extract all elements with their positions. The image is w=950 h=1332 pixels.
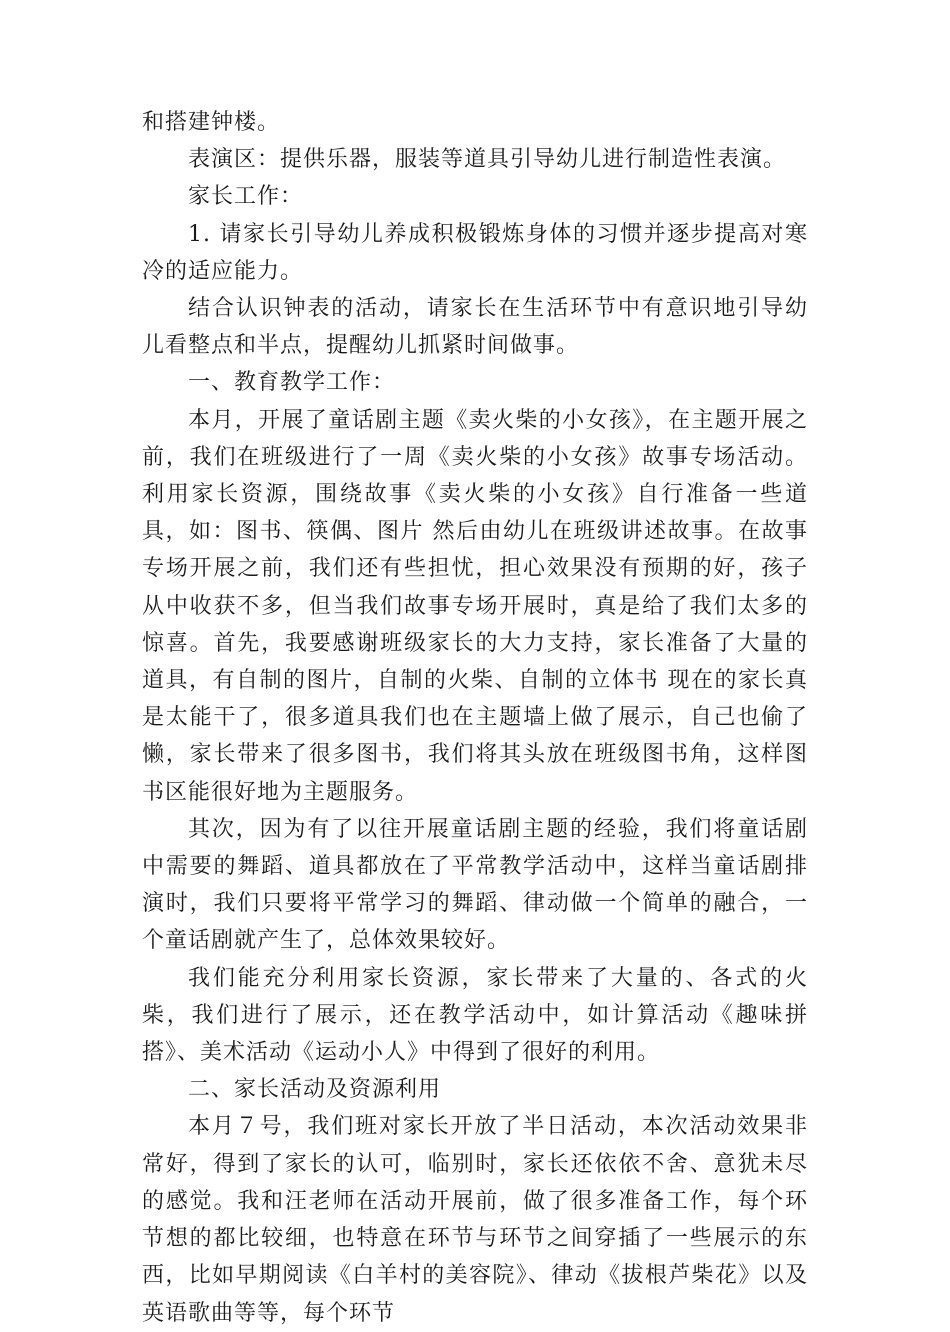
paragraph: 本月７号，我们班对家长开放了半日活动，本次活动效果非常好，得到了家长的认可，临别时，家长还依依不舍、意犹未尽的感觉。我和汪老师在活动开展前，做了很多准备工作，每个环节想的都比较细，也特意在环节与环节之间穿插了一些展示的东西，比如早期阅读《白羊村的美容院》、律动《拔根芦柴花》以及英语歌曲等等，每个环节 [142,1114,808,1326]
paragraph: 本月，开展了童话剧主题《卖火柴的小女孩》，在主题开展之前，我们在班级进行了一周《卖火柴的小女孩》故事专场活动。利用家长资源，围绕故事《卖火柴的小女孩》自行准备一些道具，如：图书、筷偶、图片 然后由幼儿在班级讲述故事。在故事专场开展之前，我们还有些担忧，担心效果没有预期的好，孩子从中收获不多，但当我们故事专场开展时，真是给了我们太多的惊喜。首先，我要感谢班级家长的大力支持，家长准备了大量的道具，有自制的图片，自制的火柴、自制的立体书 现在的家长真是太能干了，很多道具我们也在主题墙上做了展示，自己也偷了懒，家长带来了很多图书，我们将其头放在班级图书角，这样图书区能很好地为主题服务。 [142,407,808,805]
paragraph: 其次，因为有了以往开展童话剧主题的经验，我们将童话剧中需要的舞蹈、道具都放在了平常教学活动中，这样当童话剧排演时，我们只要将平常学习的舞蹈、律动做一个简单的融合，一个童话剧就产生了，总体效果较好。 [142,816,808,954]
section-heading: 二、家长活动及资源利用 [188,1077,442,1103]
section-heading: 一、教育教学工作： [188,370,396,396]
paragraph: 1. 请家长引导幼儿养成积极锻炼身体的习惯并逐步提高对寒冷的适应能力。 [142,221,808,284]
paragraph: 表演区：提供乐器，服装等道具引导幼儿进行制造性表演。 [188,147,787,173]
paragraph: 家长工作： [188,184,304,210]
paragraph: 和搭建钟楼。 [142,110,281,135]
paragraph: 结合认识钟表的活动，请家长在生活环节中有意识地引导幼儿看整点和半点，提醒幼儿抓紧时间做事。 [142,296,808,359]
document-body [142,104,808,1332]
paragraph: 我们能充分利用家长资源，家长带来了大量的、各式的火柴，我们进行了展示，还在教学活动中，如计算活动《趣味拼搭》、美术活动《运动小人》中得到了很好的利用。 [142,965,808,1066]
